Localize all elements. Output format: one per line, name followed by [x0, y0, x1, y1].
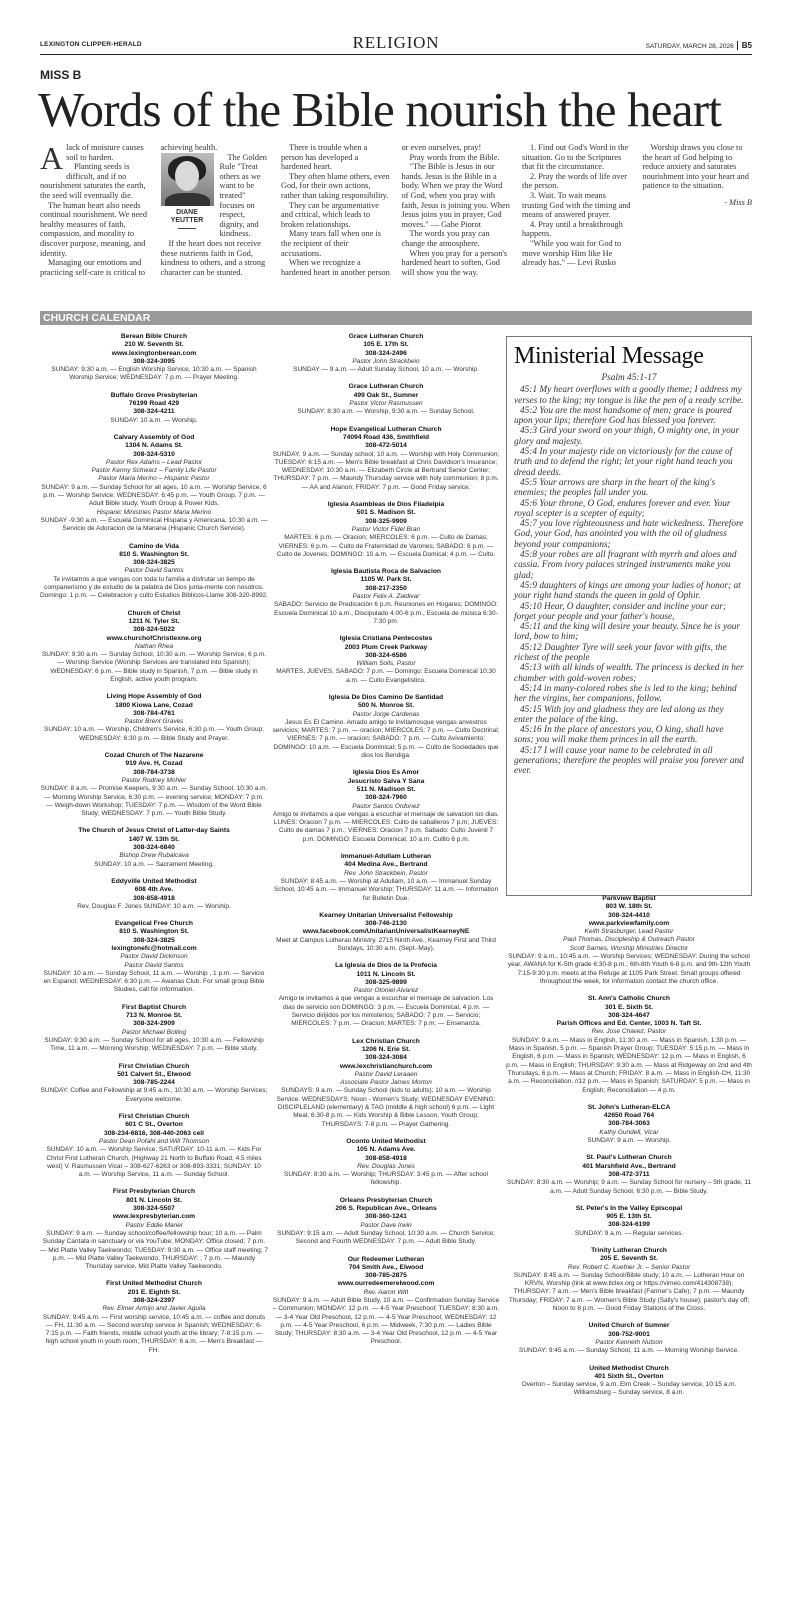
church-name: Church of Christ	[127, 609, 181, 617]
pastor-name: Rev. Elmer Armijo and Javier Aguila	[102, 1305, 206, 1313]
article-paragraph: 4. Pray until a breakthrough happens.	[522, 219, 623, 239]
calendar-entry	[40, 693, 268, 743]
article-paragraph: Many tears fall when one is the recipient of their accusations.	[281, 229, 381, 258]
pastor-name: Rev. John Strackbein, Pastor	[344, 869, 428, 877]
church-info: 308-324-3084	[365, 1054, 407, 1062]
service-times: Meet at Campus Lutheran Ministry, 2715 Ninth Ave., Kearney First and Third Sundays, 10:30 a.m. (Sept.-May).	[276, 936, 496, 952]
church-name: Immanuel-Adullam Lutheran	[340, 853, 432, 861]
article-paragraph: "The Bible is Jesus in our hands. Jesus is the Bible in a body. When we pray the Word of God, when you pray with faith, Jesus is joining you. When Jesus joins you in prayer, God moves." — Gabe Piorot	[401, 162, 510, 229]
church-info: 308-784-3063	[608, 1120, 650, 1128]
church-info: 308-858-4918	[133, 894, 175, 902]
calendar-entry	[272, 1138, 500, 1188]
psalm-verse: 45:17 I will cause your name to be celebrated in all generations; therefore the peoples will praise you forever and ever.	[514, 745, 744, 777]
article-body	[40, 140, 752, 298]
church-info: www.lexingtonberean.com	[111, 349, 197, 357]
calendar-entry	[272, 383, 500, 416]
church-info: 501 Calvert St., Elwood	[117, 1070, 191, 1078]
calendar-entry	[272, 333, 500, 374]
calendar-entry	[272, 1038, 500, 1129]
church-info: 308-217-2350	[365, 584, 407, 592]
pastor-name: Pastor Brent Graves	[124, 718, 184, 726]
article-paragraph: Worship draws you close to the heart of God helping to reduce anxiety and saturates nourishment into your heart and patience to the situation.	[642, 143, 749, 191]
pastor-name: Kathy Gundell, Vicar	[599, 1128, 659, 1136]
church-info: 1105 W. Park St.	[360, 576, 412, 584]
service-times: Jesus Es El Camino. Amado amigo te invitamosque vengas anvestros servicios; MARTES: 7 p.m. — oracion; MIERCOLES: 7 p.m. — Culto Doctrinal; VIERNES: 7 p.m. — oracion; SABADO: 7 p.m. — Culto Avivamiento; DOMINGO: 10 a.m. — Escuela Dominical; 5 p.m. — Culto de Sociedades que dios los Bendiga.	[272, 718, 500, 760]
psalm-verse: 45:12 Daughter Tyre will seek your favor with gifts, the richest of the people	[514, 642, 727, 664]
pastor-name: Pastor Rodney Mohler	[121, 776, 187, 784]
service-times: MARTES: 6 p.m. — Oracion; MIERCOLES: 6 p.m. — Culto de Damas; VIERNES: 6 p.m. — Culto de Fraternidad de Varones; SABADO: 6 p.m. — Culto de Jovenes; DOMINGO: 10 a.m. — Escuela Domical; 4 p.m. — Culto.	[276, 534, 496, 558]
church-name: Grace Lutheran Church	[348, 383, 424, 391]
church-name: Camino de Vida	[128, 542, 180, 550]
pastor-name: Bishop Drew Rubalcava	[119, 852, 189, 860]
ministerial-title: Ministerial Message	[514, 343, 704, 369]
article-paragraph: Alack of moisture causes soil to harden.	[40, 140, 144, 176]
service-times: SUNDAY: 9 a.m. — Sunday school/coffee/fellowship hour; 10 a.m. — Palm Sunday Cantata in sanctuary or via YouTube; MONDAY: Office closed; 7 p.m. — Mid Platte Valley Taekwondo; TUESDAY: 9:30 a.m. — Office staff meeting; 7 p.m. — Mid Platte Valley Taekwondo; THURSDAY: ; 7 p.m. — Maundy Thursday service, Mid Platte Valley Taekwondo.	[40, 1229, 268, 1271]
calendar-entry	[40, 1188, 268, 1271]
church-info: 401 Marshfield Ave., Bertrand	[582, 1162, 676, 1170]
article-paragraph: Managing our emotions and practicing self-care is critical to achieving health.	[40, 143, 218, 277]
pastor-name: Pastor Michael Bolling	[121, 1028, 187, 1036]
church-info: 308-324-6586	[365, 651, 407, 659]
section-title: RELIGION	[352, 33, 440, 52]
service-times: SUNDAY: 9 a.m. — Sunday School for all ages, 10 a.m. — Worship Service, 6 p.m. — Worship Service; WEDNESDAY: 6:45 p.m. — Youth Group, 7 p.m. — Adult Bible study, Youth Group & Power Kids.	[41, 483, 267, 508]
psalm-verse: 45:15 With joy and gladness they are led along as they enter the palace of the king.	[514, 704, 724, 725]
article-paragraph: 3. Wait. To wait means trusting God with the timing and means of answered prayer.	[522, 190, 631, 220]
calendar-entry	[40, 920, 268, 995]
service-times: SUNDAY: 9:15 a.m. — Adult Sunday School, 10:30 a.m. — Church Service; Second and Fourth WEDNESDAY: 7 p.m. — Adult Bible Study.	[277, 1229, 495, 1246]
church-info: 810 S. Washington St.	[119, 928, 189, 936]
church-info: 308-784-3738	[133, 768, 175, 776]
church-info: www.ourredeemerelwood.com	[337, 1280, 435, 1288]
church-info: Jesucristo Salva Y Sana	[347, 777, 425, 785]
pastor-name: Pastor David Santos	[124, 567, 184, 575]
church-info: 308-324-3825	[133, 936, 175, 944]
service-times: SUNDAY: 8:45 a.m. — Worship at Adullam, 10 a.m. — Immanuel Sunday School, 10:45 a.m. — Immanuel Worship; THURSDAY: 11 a.m. — Information for Bulletin Due.	[273, 877, 499, 902]
psalm-verse: 45:16 In the place of ancestors you, O king, shall have sons; you will make them princes in all the earth.	[514, 725, 724, 746]
service-times: SUNDAY: 9:45 a.m. — First worship service, 10:45 a.m. — coffee and donuts — FH, 11:30 a.m. — Second worship service in Spanish; WEDNESDAY: 6-7:15 p.m. — Faith friends, middle school youth at the library; 7-8:15 p.m. — high school youth in youth room; THURSDAY: 6 a.m. — Men's Breakfast — FH.	[42, 1313, 266, 1354]
calendar-entry	[506, 1322, 752, 1355]
church-info: 511 N. Madison St.	[356, 785, 416, 793]
calendar-entry	[506, 1247, 752, 1313]
service-times: SUNDAY -9:30 a.m. — Escuela Dominical Hispana y Americana, 10:30 a.m. — Servicio de Adoracion de la Manana (Hispanic Church Service).	[40, 516, 268, 533]
psalm-verse: 45:2 You are the most handsome of men; grace is poured upon your lips; therefore God has blessed you forever.	[514, 405, 732, 427]
calendar-entry	[506, 1154, 752, 1195]
pastor-name: Nathan Rhea	[134, 642, 174, 650]
church-info: 308-324-3095	[133, 357, 175, 365]
church-info: lexingtonefc@hotmail.com	[111, 945, 197, 952]
article-paragraph: Pray words from the Bible.	[409, 152, 500, 162]
calendar-entry	[40, 543, 268, 601]
author-signature: - Miss B	[724, 197, 752, 207]
church-info: 401 Sixth St., Overton	[594, 1372, 664, 1380]
pastor-name: Pastor David Leraaen	[354, 1070, 418, 1078]
church-calendar-banner: CHURCH CALENDAR	[40, 311, 752, 325]
article-paragraph: They often blame others, even God, for their own actions, rather than taking responsibility.	[281, 171, 390, 200]
church-name: Iglesia Bautista Roca de Salvacion	[330, 568, 441, 576]
service-times: SUNDAY: 10 a.m. — Worship.	[110, 416, 198, 424]
church-info: 74094 Road 436, Smithfield	[342, 433, 430, 441]
psalm-verse: 45:4 In your majesty ride on victoriously for the cause of truth and to defend the right; let your right hand teach you dread deeds.	[514, 447, 733, 478]
church-name: Kearney Unitarian Universalist Fellowship	[319, 911, 453, 919]
calendar-entry	[40, 392, 268, 425]
church-info: 801 N. Lincoln St.	[126, 1196, 182, 1204]
pastor-name: Pastor Santos Ordonez	[352, 802, 420, 810]
church-info: 308-324-5507	[133, 1205, 175, 1213]
psalm-verse: 45:5 Your arrows are sharp in the heart of the king's enemies; the peoples fall under you.	[514, 477, 716, 499]
pastor-name: Pastor Rex Adams – Lead Pastor	[105, 458, 203, 466]
pastor-name: Pastor Victor Fidel Bran	[351, 525, 421, 533]
church-name: St. John's Lutheran-ELCA	[587, 1103, 671, 1111]
church-info: 601 C St., Overton	[125, 1121, 183, 1129]
service-times: SUNDAY: 8 a.m. — Promise Keepers, 9:30 a.m. — Sunday School, 10:30 a.m. — Morning Worship Service, 6:30 p.m. — evening service; MONDAY: 7 p.m. — Weigh-down Workshop; TUESDAY: 7 p.m. — Wisdom of the Word Bible Study; WEDNESDAY: 7 p.m. — Youth Bible Study.	[40, 785, 268, 818]
calendar-entry	[40, 827, 268, 868]
church-info: 500 N. Monroe St.	[357, 702, 415, 710]
church-name: Cozad Church of The Nazarene	[104, 752, 204, 760]
calendar-column-2	[272, 333, 500, 1356]
pastor-name: Pastor Kenny Schwarz – Family Life Pastor	[91, 467, 217, 475]
calendar-entry	[506, 1104, 752, 1145]
calendar-entry	[40, 752, 268, 818]
calendar-entry	[272, 962, 500, 1028]
calendar-entry	[40, 434, 268, 534]
church-info: 608 4th Ave.	[134, 886, 174, 894]
author-name: DIANE YEUTTER	[170, 208, 204, 224]
pastor-name: Pastor John Strackbein	[352, 357, 420, 365]
church-info: 308-785-2875	[365, 1272, 407, 1280]
church-name: Parkview Baptist	[602, 895, 656, 902]
church-name: St. Paul's Lutheran Church	[586, 1154, 672, 1162]
pastor-name: Pastor David Santos	[124, 961, 184, 969]
article-paragraph: 2. Pray the words of life over the person.	[522, 171, 628, 191]
church-info: 803 W. 18th St.	[605, 903, 653, 911]
calendar-entry	[272, 501, 500, 559]
psalm-verse: 45:11 and the king will desire your beauty. Since he is your lord, bow to him;	[514, 622, 740, 643]
pastor-name: Pastor Kenneth Nutson	[595, 1338, 663, 1346]
service-times: SUNDAY: 10 a.m. — Worship Service; SATURDAY: 10-11 a.m. — Kids For Christ First Lutheran Church, (Highway 21 North to Buffalo Road, 4.5 miles west) V. Rasmussen Vicar – 308-627-6263 or 308-893-3331; SUNDAY: 10 a.m. — Worship Service, 11 a.m. — Sunday School.	[46, 1146, 262, 1179]
pastor-name: Hispanic Ministries Pastor Maria Merino	[96, 508, 212, 516]
psalm-verse: 45:1 My heart overflows with a goodly theme; I address my verses to the king; my tongue is like the pen of a ready scribe.	[514, 385, 744, 406]
church-name: Iglesia De Dios Camino De Santidad	[328, 693, 444, 701]
church-name: Grace Lutheran Church	[348, 333, 424, 340]
calendar-entry	[506, 1205, 752, 1238]
church-info: 308-784-4761	[133, 709, 175, 717]
calendar-entry	[40, 1113, 268, 1179]
church-info: 919 Ave. H, Cozad	[125, 760, 183, 768]
church-name: First Baptist Church	[121, 1003, 187, 1011]
church-info: 308-752-9001	[608, 1330, 650, 1338]
service-times: SUNDAY: 8:30 a.m. — Worship; 9 a.m. — Sunday School for nursery – 5th grade, 11 a.m. — Adult Sunday School, 6:30 p.m. — Bible Study.	[506, 1179, 752, 1195]
service-times: SUNDAY: 10 a.m. — Worship, Children's Service, 6:30 p.m. — Youth Group; WEDNESDAY: 6:30 p.m. — Bible Study and Prayer.	[44, 726, 264, 742]
pastor-name: Pastor Maria Merino – Hispanic Pastor	[98, 475, 210, 483]
church-name: Iglesia Asambleas de Dios Filadelpia	[327, 501, 445, 509]
calendar-entry	[272, 635, 500, 685]
pastor-name: Pastor Jorge Cardenas	[352, 710, 420, 718]
church-name: Evangelical Free Church	[114, 920, 194, 928]
service-times: SUNDAY: 10 a.m. — Sunday School, 11 a.m. — Worship , 1 p.m. — Servicio en Espanol; WEDNESDAY: 6:30 p.m. — Awanas Club. For small group Bible Studies, call for information.	[43, 969, 265, 994]
church-info: www.lexpresbyterian.com	[112, 1213, 196, 1221]
service-times: Amigo te invitamos a que vengas a escuchar el mensaje de salvacion los dias. LUNES: Oracion 7 p.m. — MIERCOLES: Culto de caballeros 7 p.m; JUEVES: Culto de damas 7 p.m.; VIERNES: Oracion 7 p.m. Sabado: Culto Juvenil 7 p.m. DOMINGO: Escuela Dominical, 10 a.m. Cullto 6 p.m.	[272, 810, 500, 843]
church-info: 308-324-6199	[608, 1221, 650, 1229]
service-times: SUNDAY: 9:30 a.m. — English Worship Service, 10:30 a.m. — Spanish Worship Service; WEDNESDAY: 7 p.m. — Prayer Meeting.	[51, 366, 257, 382]
psalm-verse: 45:10 Hear, O daughter, consider and incline your ear; forget your people and your father's house,	[514, 601, 727, 622]
church-name: First Presbyterian Church	[112, 1188, 196, 1196]
pastor-name: Pastor Eddie Mariel	[125, 1221, 183, 1229]
service-times: SUNDAY: 9 a.m. — Worship.	[587, 1137, 671, 1145]
psalm-verse: 45:6 Your throne, O God, endures forever and ever. Your royal scepter is a scepter of equity;	[514, 498, 731, 519]
pastor-name: Pastor David Dickinson	[120, 953, 188, 961]
calendar-entry	[272, 769, 500, 844]
church-info: 308-858-4918	[365, 1154, 407, 1162]
church-info: 205 E. Seventh St.	[600, 1255, 658, 1263]
church-info: 1011 N. Lincoln St.	[356, 970, 416, 978]
pastor-name: William Solis, Pastor	[356, 660, 416, 668]
church-info: www.facebook.com/UnitarianUniversalistKearneyNE	[302, 928, 470, 936]
church-info: 905 E. 13th St.	[606, 1213, 652, 1221]
issue-date	[646, 41, 752, 50]
service-times: SUNDAY: 9 a.m. — Sunday school; 10 a.m. — Worship with Holy Communion; TUESDAY: 6:15 a.m. — Men's Bible breakfast at Chris Davidson's Insurance; WEDNESDAY: 10:30 a.m. — Elizabeth Circle at Bertrand Senior Center; THURSDAY: 7 p.m. — Maundy Thursday service with holy communion; 8 p.m. — AA and Alanon; FRIDAY: 7 p.m. — Good Friday service.	[272, 450, 500, 491]
service-times: SUNDAYS: 9 a.m. — Sunday School (kids to adults); 10 a.m. — Worship Service. WEDNESDAYS: Noon - Women's Study; WEDNESDAY EVENING: DISCIPLELAND (elementary) & TAG (middle & high school) 6 p.m. — Light Meal; 6:30-8 p.m. — Kids Worship & Bible Lesson, Youth Group; THURSDAYS: 7-8 p.m. — Prayer Gathering.	[276, 1087, 496, 1128]
service-times: SUNDAY: 10 a.m. — Sacrament Meeting.	[94, 860, 214, 868]
calendar-entry	[40, 1063, 268, 1104]
church-info: 308-472-3711	[608, 1170, 650, 1178]
church-info: 42650 Road 764	[603, 1112, 655, 1120]
church-info: 1800 Kiowa Lane, Cozad	[115, 701, 193, 709]
church-info: 499 Oak St., Sumner	[353, 391, 419, 399]
page-header	[40, 33, 752, 55]
service-times: SUNDAY: 8:45 a.m. — Sunday School/Bible study; 10 a.m. — Lutheran Hour on KRVN, Worship (link at www.tlclex.org or https://vimeo.com/414308738); THURSDAY: 7 a.m. — Men's Bible breakfast (Farmer's Cafe); 7 p.m. — Maundy Thursday; FRIDAY: 7 a.m. — Women's Bible Study (Sally's house); pastor's day off; Noon to 8 p.m. — Good Friday Stations of the Cross.	[508, 1271, 750, 1313]
church-name: Trinity Lutheran Church	[591, 1246, 667, 1254]
church-name: First Christian Church	[118, 1113, 190, 1121]
church-name: Iglesia Cristiana Pentecostes	[339, 635, 433, 643]
calendar-entry	[40, 1280, 268, 1355]
church-info: 308-324-2909	[133, 1020, 175, 1028]
service-times: SUNDAY: 9 a.m., 10:45 a.m. — Worship Services; WEDNESDAY: During the school year, AWANA for K-5th grade 6:30-8 p.m.; 6th-8th Youth 6-8 p.m. and 9th-12th Youth 7:15-9:30 p.m. meets at the Refuge at 1105 Park Street. Small groups offered throughout the week, for information contact the church office.	[507, 953, 751, 985]
church-name: Eddyville United Methodist	[111, 877, 197, 885]
church-name: First Christian Church	[118, 1062, 190, 1070]
church-info: 308-785-2244	[133, 1079, 175, 1087]
church-info: 308-324-3825	[133, 559, 175, 567]
date-text: SATURDAY, MARCH 28, 2026	[645, 43, 734, 50]
article-headline: Words of the Bible nourish the heart	[38, 82, 722, 137]
calendar-entry	[272, 853, 500, 903]
service-times: SUNDAY: 8:30 a.m. — Worship, 9:30 a.m. — Sunday School.	[297, 408, 475, 416]
church-info: 308-325-9899	[365, 978, 407, 986]
church-info: 308-324-6840	[133, 844, 175, 852]
calendar-entry	[40, 878, 268, 911]
church-info: 501 S. Madison St.	[356, 509, 416, 517]
pastor-name: Rev. Robert C. Kuefner Jr. – Senior Pastor	[567, 1263, 691, 1271]
church-info: 2003 Plum Creek Parkway	[344, 643, 428, 651]
drop-cap: A	[40, 140, 64, 176]
psalm-verse: 45:7 you love righteousness and hate wickedness. Therefore God, your God, has anointed you with the oil of gladness beyond your companions;	[514, 519, 744, 550]
pastor-name: Rev. Aaron Witt	[363, 1288, 409, 1296]
church-name: Berean Bible Church	[120, 333, 188, 340]
calendar-entry	[272, 694, 500, 760]
service-times: SUNDAY — 9 a.m. — Adult Sunday School, 10 a.m. — Worship.	[293, 366, 479, 374]
church-info: 308-324-2496	[365, 349, 407, 357]
service-times: SUNDAY: 9 a.m. — Mass in English, 11:30 a.m. — Mass in Spanish, 1:30 p.m. — Mass in Spanish, 5 p.m. — Spanish Prayer Group; TUESDAY: 5:15 p.m. — Mass in English, 6 p.m. — Mass in Spanish; WEDNESDAY: 12 p.m. — Mass in English, 6 p.m. — Mass in English; THURSDAY: 9:30 a.m. — Mass at Ridgeway on 2nd and 4th Thursdays, 6 p.m. — Mass at Church; FRIDAY: 8 a.m. — Mass in English-CH, 11:30 a.m. — Reconciliation, //12 p.m. — Mass in Spanish; SATURDAY: 5 p.m. — Mass in English; Reconciliation — 4 p.m.	[506, 1036, 752, 1094]
church-info: 105 E. 17th St.	[363, 341, 409, 349]
church-info: www.churchofChristlexne.org	[106, 634, 202, 642]
church-info: 308-360-1241	[365, 1213, 407, 1221]
church-info: 810 S. Washington St.	[119, 550, 189, 558]
church-info: 1206 N. Erie St.	[361, 1045, 411, 1053]
service-times: SUNDAY: 8:30 a.m. — Worship; THURSDAY: 3:45 p.m. — After school fellowship.	[284, 1171, 488, 1187]
pastor-name: Pastor Dave Irwin	[360, 1221, 412, 1229]
ministerial-message-box	[506, 336, 752, 896]
author-photo	[161, 153, 214, 229]
pastor-name: Scott Sarnes, Worship Ministries Director	[569, 944, 689, 952]
article-paragraph: There is trouble when a person has developed a hardened heart.	[281, 143, 368, 172]
church-info: 1304 N. Adams St.	[125, 442, 183, 450]
article-paragraph: The human heart also needs continual nourishment. We need healthy measures of faith, compassion, and morality to discover purpose, meaning, and identity.	[40, 200, 148, 258]
calendar-entry	[272, 568, 500, 626]
church-info: 201 E. Eighth St.	[127, 1288, 181, 1296]
service-times: SUNDAY: 9 a.m. — Adult Bible Study, 10 a.m. — Confirmation Sunday Service – Communion; MONDAY: 12 p.m. — 4-5 Year Preschool; TUESDAY: 8:30 a.m. — 3-4 Year Old Preschool, 12 p.m. — 4-5 Year Preschool; WEDNESDAY: 12 p.m. — 4-5 Year Preschool, 6 p.m. — Midweek, 7:30 p.m. — Ladies Bible Study; THURSDAY: 8:30 a.m. — 3-4 Year Old Preschool, 12 p.m. — 4-5 Year Preschool.	[272, 1296, 500, 1346]
service-times: SUNDAY: 9:30 a.m. — Sunday School for all ages, 10:30 a.m. — Fellowship Time, 11 a.m. — Morning Worship; WEDNESDAY: 7 p.m. — Bible study.	[44, 1036, 264, 1053]
pastor-name: Keith Strasburger, Lead Pastor	[584, 928, 674, 936]
psalm-verse: 45:13 with all kinds of wealth. The princess is decked in her chamber with gold-woven robes;	[514, 663, 744, 684]
service-times: Amigo te invitamos a que vengas a escuchar el mensaje de salvacion. Los dias de servicio son DOMINGO: 3 p.m. — Escuela Dominical, 4 p.m. — Servicio dirijidos por los ministerios; SABADO: 7 p.m. — Servicio; MIERCOLES: 7 p.m. — Oracion; MARTES: 7 p.m. — Ensenanza.	[278, 995, 494, 1028]
article-paragraph: "While you wait for God to move worship Him like He already has." — Levi Rusko	[522, 238, 622, 268]
church-name: Hope Evangelical Lutheran Church	[330, 425, 442, 433]
calendar-column-3	[506, 895, 752, 1407]
service-times: SUNDAY: 9:30 a.m. — Sunday School, 10:30 a.m. — Worship Service, 6 p.m. — Worship Service (Worship Services are translated into Spanish); WEDNESDAY: 6 p.m. — Bible study in Spanish, 7 p.m. — Bible study in English, active youth program.	[41, 651, 267, 683]
church-info: 308-325-9909	[365, 517, 407, 525]
pastor-name: Pastor Victor Rasmussen	[349, 400, 423, 408]
church-info: 713 N. Monroe St.	[125, 1012, 183, 1020]
article-paragraph: The Golden Rule "Treat others as we want to be treated" focuses on respect, dignity, and kindness.	[219, 152, 267, 239]
psalm-reference: Psalm 45:1-17	[601, 373, 657, 383]
article-paragraph: When we recognize a hardened heart in another person or even ourselves, pray!	[281, 143, 482, 277]
church-info: 301 E. Sixth St.	[605, 1003, 653, 1011]
psalm-verse: 45:14 in many-colored robes she is led to the king; behind her the virgins, her companions, follow.	[514, 683, 737, 705]
article-paragraph: The words you pray can change the atmosphere.	[401, 229, 490, 248]
psalm-verse: 45:8 your robes are all fragrant with myrrh and aloes and cassia. From ivory palaces stringed instruments make you glad;	[514, 550, 737, 581]
church-info: 308-324-4647	[608, 1011, 650, 1019]
church-info: 308-234-6816, 308-440-2063 cell	[103, 1129, 205, 1137]
pastor-name: Rev. Douglas Jones	[357, 1162, 415, 1170]
psalm-verse: 45:3 Gird your sword on your thigh, O mighty one, in your glory and majesty.	[514, 426, 740, 447]
pastor-name: Pastor Otoniel Alvarez	[353, 987, 419, 995]
service-times: MARTES, JUEVES, SABADO: 7 p.m. — Domingo: Escuela Dominical 10:30 a.m. — Culto Evangelistico.	[276, 668, 496, 684]
church-name: Orleans Presbyterian Church	[339, 1196, 433, 1204]
psalm-verses	[514, 385, 744, 776]
psalm-verse: 45:9 daughters of kings are among your ladies of honor; at your right hand stands the queen in gold of Ophir.	[514, 580, 741, 602]
church-info: 76199 Road 429	[128, 400, 180, 408]
calendar-entry	[272, 426, 500, 492]
service-times: SUNDAY: Coffee and Fellowship at 9:45 a.m., 10:30 a.m. — Worship Services; Everyone welcome.	[40, 1087, 268, 1103]
calendar-entry	[272, 912, 500, 953]
calendar-entry	[40, 1004, 268, 1054]
calendar-entry	[506, 1365, 752, 1398]
calendar-entry	[272, 1256, 500, 1347]
church-name: La Iglesia de Dios de la Profecia	[335, 962, 437, 970]
calendar-entry	[506, 995, 752, 1095]
church-name: Lex Christian Church	[352, 1037, 420, 1045]
church-info: 105 N. Adams Ave.	[356, 1146, 416, 1154]
calendar-entry	[40, 333, 268, 383]
church-info: 308-472-5014	[365, 442, 407, 450]
service-times: SUNDAY: 9 a.m. — Regular services.	[574, 1229, 684, 1237]
church-info: 308-324-4211	[133, 408, 175, 416]
column-kicker: MISS B	[40, 68, 82, 82]
service-times: SUNDAY: 9:45 a.m. — Sunday School, 11 a.m. — Morning Worship Service.	[518, 1347, 739, 1355]
pastor-name: Paul Thomas, Discipleship & Outreach Pastor	[563, 936, 695, 944]
article-paragraph: When you pray for a person's hardened heart to soften, God will show you the way.	[401, 248, 508, 277]
church-info: 206 S. Republican Ave., Orleans	[335, 1205, 437, 1213]
church-info: www.parkviewfamily.com	[588, 919, 670, 927]
article-paragraph: If the heart does not receive these nutrients faith in God, kindness to others, and a strong character can be stunted.	[160, 238, 266, 277]
page-number: B5	[737, 41, 752, 50]
church-name: Buffalo Grove Presbyterian	[110, 391, 198, 399]
church-name: The Church of Jesus Christ of Latter-day Saints	[78, 827, 230, 835]
article-paragraph: 1. Find out God's Word in the situation. Go to the Scriptures that fit the circumstance.	[522, 143, 629, 172]
church-info: 308-324-7960	[365, 794, 407, 802]
church-info: 210 W. Seventh St.	[124, 341, 184, 349]
service-times: Rev. Douglas F. Jones SUNDAY: 10 a.m. — Worship.	[77, 902, 231, 910]
pastor-name: Associate Pastor James Morton	[340, 1079, 432, 1087]
church-info: www.lexchristianchurch.com	[339, 1062, 433, 1070]
church-info: 308-324-2397	[133, 1296, 175, 1304]
church-info: 1407 W. 13th St.	[128, 835, 180, 843]
church-name: St. Peter's In the Valley Episcopal	[575, 1204, 683, 1212]
church-info: Parish Offices and Ed. Center, 1003 N. Taft St.	[556, 1020, 702, 1028]
pastor-name: Pastor Felix A. Zaldivar	[352, 593, 420, 601]
church-name: United Church of Sumner	[588, 1322, 670, 1330]
service-times: Overton – Sunday service, 9 a.m. Elm Creek – Sunday service, 10:15 a.m. Williamsburg – Sunday service, 8 a.m.	[521, 1381, 737, 1397]
pastor-name: Pastor Dean Pofahl and Will Thomson	[98, 1137, 210, 1145]
church-name: United Methodist Church	[589, 1364, 669, 1372]
church-info: 1211 N. Tyler St.	[128, 617, 180, 625]
church-info: 308-324-5310	[133, 450, 175, 458]
church-name: Calvary Assembly of God	[113, 433, 195, 441]
author-portrait-image	[161, 153, 214, 206]
church-name: St. Ann's Catholic Church	[588, 995, 670, 1003]
church-info: 308-746-2130	[365, 920, 407, 928]
calendar-column-1	[40, 333, 268, 1364]
church-name: Oconto United Methodist	[346, 1137, 426, 1145]
article-paragraph: Planting seeds is difficult, and if no nourishment saturates the earth, the seed will eventually die.	[40, 162, 146, 200]
article-paragraph: They can be argumentative and critical, which leads to broken relationships.	[281, 200, 379, 229]
calendar-entry	[272, 1197, 500, 1247]
church-name: Our Redeemer Lutheran	[347, 1255, 425, 1263]
pastor-name: Rev. Jose Chavez, Pastor	[591, 1028, 667, 1036]
calendar-entry	[40, 610, 268, 685]
church-name: Iglesia Dios Es Amor	[352, 769, 420, 777]
church-info: 308-324-5022	[133, 626, 175, 634]
church-info: 704 Smith Ave., Elwood	[348, 1263, 424, 1271]
service-times: Te invitamos a que vengas con toda tu familia a disfrutar un tiempo de companerismo y de estudio de la palabra de Dios junta-mente con nosotros. Domingo: 1 p.m. — Celebracion y culto Estudios Biblicos-Llame 308-320-8992.	[40, 575, 268, 600]
newspaper-name: LEXINGTON CLIPPER-HERALD	[40, 41, 142, 48]
calendar-entry	[506, 895, 752, 986]
church-info: 404 Medina Ave., Bertrand	[344, 861, 428, 869]
church-name: First United Methodist Church	[106, 1280, 202, 1288]
church-info: 308-324-4410	[608, 911, 650, 919]
service-times: SABADO: Servicio de Predicación 6 p.m. Reuniones en Hogares; DOMINGO: Escuela Dominical 10 a.m., Discipulado 4:00-6 p.m., Escuela de música 6:30-7:30 pm.	[274, 601, 498, 625]
church-name: Living Hope Assembly of God	[106, 693, 202, 701]
